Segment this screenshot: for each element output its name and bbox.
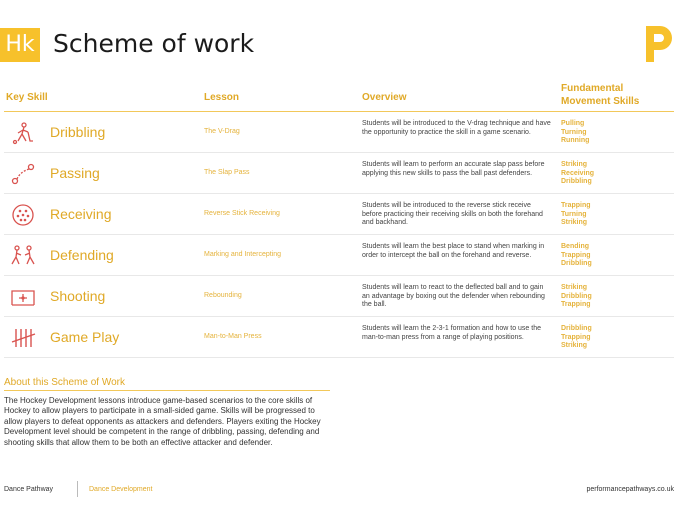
about-title: About this Scheme of Work xyxy=(4,377,125,388)
table-row xyxy=(0,317,678,358)
col-lesson: Lesson xyxy=(204,92,240,103)
fms-item: Striking xyxy=(561,342,588,350)
footer-divider xyxy=(77,481,78,497)
fms-item: Dribbling xyxy=(561,325,592,332)
fms-item: Trapping xyxy=(561,251,591,259)
ball-icon xyxy=(10,203,36,227)
lesson-name: Marking and Intercepting xyxy=(204,251,282,258)
fms-item: Striking xyxy=(561,161,588,168)
hk-badge: Hk xyxy=(0,28,40,62)
skill-name: Game Play xyxy=(50,329,120,345)
table-row xyxy=(0,194,678,235)
skill-name: Dribbling xyxy=(50,124,106,140)
fms-item: Striking xyxy=(561,219,588,227)
fms-item: Dribbling xyxy=(561,292,592,300)
fms-list xyxy=(561,202,591,228)
row-divider xyxy=(4,357,674,358)
tally-sticks-icon xyxy=(10,326,36,350)
skill-name: Receiving xyxy=(50,206,112,222)
table-row xyxy=(0,112,678,153)
pp-logo-icon xyxy=(644,24,676,64)
about-text: The Hockey Development lessons introduce game-based scenarios to the core skills of Hockey to allow players to participate in a small-sided game. Skills will be progressed to allow players to defeat opponents as attackers and defenders. Players exiting the Hockey Development level should be competent in the range of dribbling, passing, defending and shooting skills that allow them to be both an effective attacker and defender. xyxy=(4,396,321,447)
lesson-name: The Slap Pass xyxy=(204,169,250,176)
about-divider xyxy=(4,390,330,391)
skill-name: Passing xyxy=(50,165,100,181)
fms-item: Trapping xyxy=(561,301,591,309)
overview-text: Students will be introduced to the reverse stick receive before practicing their receiving skills on both the forehand and backhand. xyxy=(362,202,543,227)
lesson-name: Reverse Stick Receiving xyxy=(204,210,280,217)
page-title: Scheme of work xyxy=(53,29,255,58)
footer-middle: Dance Development xyxy=(89,486,153,493)
skill-name: Defending xyxy=(50,247,114,263)
overview-text: Students will learn to perform an accurate slap pass before applying this new skills to pass the ball past defenders. xyxy=(362,161,545,177)
table-header xyxy=(0,83,678,111)
overview-text: Students will learn the best place to stand when marking in order to intercept the ball on the forehand and reverse. xyxy=(362,243,545,259)
skill-name: Shooting xyxy=(50,288,106,304)
col-fms-line1: Fundamental xyxy=(561,83,624,94)
goal-icon xyxy=(10,285,36,309)
passing-icon xyxy=(10,162,36,186)
fms-list xyxy=(561,243,592,269)
fms-item: Receiving xyxy=(561,169,595,177)
table-row xyxy=(0,276,678,317)
col-fms-line2: Movement Skills xyxy=(561,96,640,107)
table-row xyxy=(0,153,678,194)
fms-item: Dribbling xyxy=(561,178,592,186)
fms-item: Striking xyxy=(561,284,588,291)
fms-item: Turning xyxy=(561,128,587,136)
overview-text: Students will learn the 2-3-1 formation and how to use the man-to-man press from a range of playing positions. xyxy=(362,325,541,341)
col-key-skill: Key Skill xyxy=(6,92,48,103)
fms-item: Trapping xyxy=(561,333,591,341)
defending-players-icon xyxy=(10,244,36,268)
overview-text: Students will be introduced to the V-drag technique and have the opportunity to practice the skill in a game scenario. xyxy=(362,120,551,136)
lesson-name: Man-to-Man Press xyxy=(204,333,262,340)
overview-text: Students will learn to react to the deflected ball and to gain an advantage by boxing out the defender when rebounding the ball. xyxy=(362,284,545,309)
fms-item: Pulling xyxy=(561,120,585,127)
fms-item: Trapping xyxy=(561,202,591,209)
footer-left: Dance Pathway xyxy=(4,486,54,493)
lesson-name: The V-Drag xyxy=(204,128,240,135)
fms-item: Dribbling xyxy=(561,260,592,268)
col-overview: Overview xyxy=(362,92,407,103)
fms-item: Turning xyxy=(561,210,587,218)
fms-list xyxy=(561,325,592,351)
fms-item: Bending xyxy=(561,243,589,250)
fms-list xyxy=(561,120,589,146)
fms-item: Running xyxy=(561,137,590,145)
table-row xyxy=(0,235,678,276)
footer-url[interactable]: performancepathways.co.uk xyxy=(586,486,674,493)
fms-list xyxy=(561,161,594,187)
fms-list xyxy=(561,284,592,310)
dribbling-player-icon xyxy=(10,121,36,145)
lesson-name: Rebounding xyxy=(204,292,242,299)
